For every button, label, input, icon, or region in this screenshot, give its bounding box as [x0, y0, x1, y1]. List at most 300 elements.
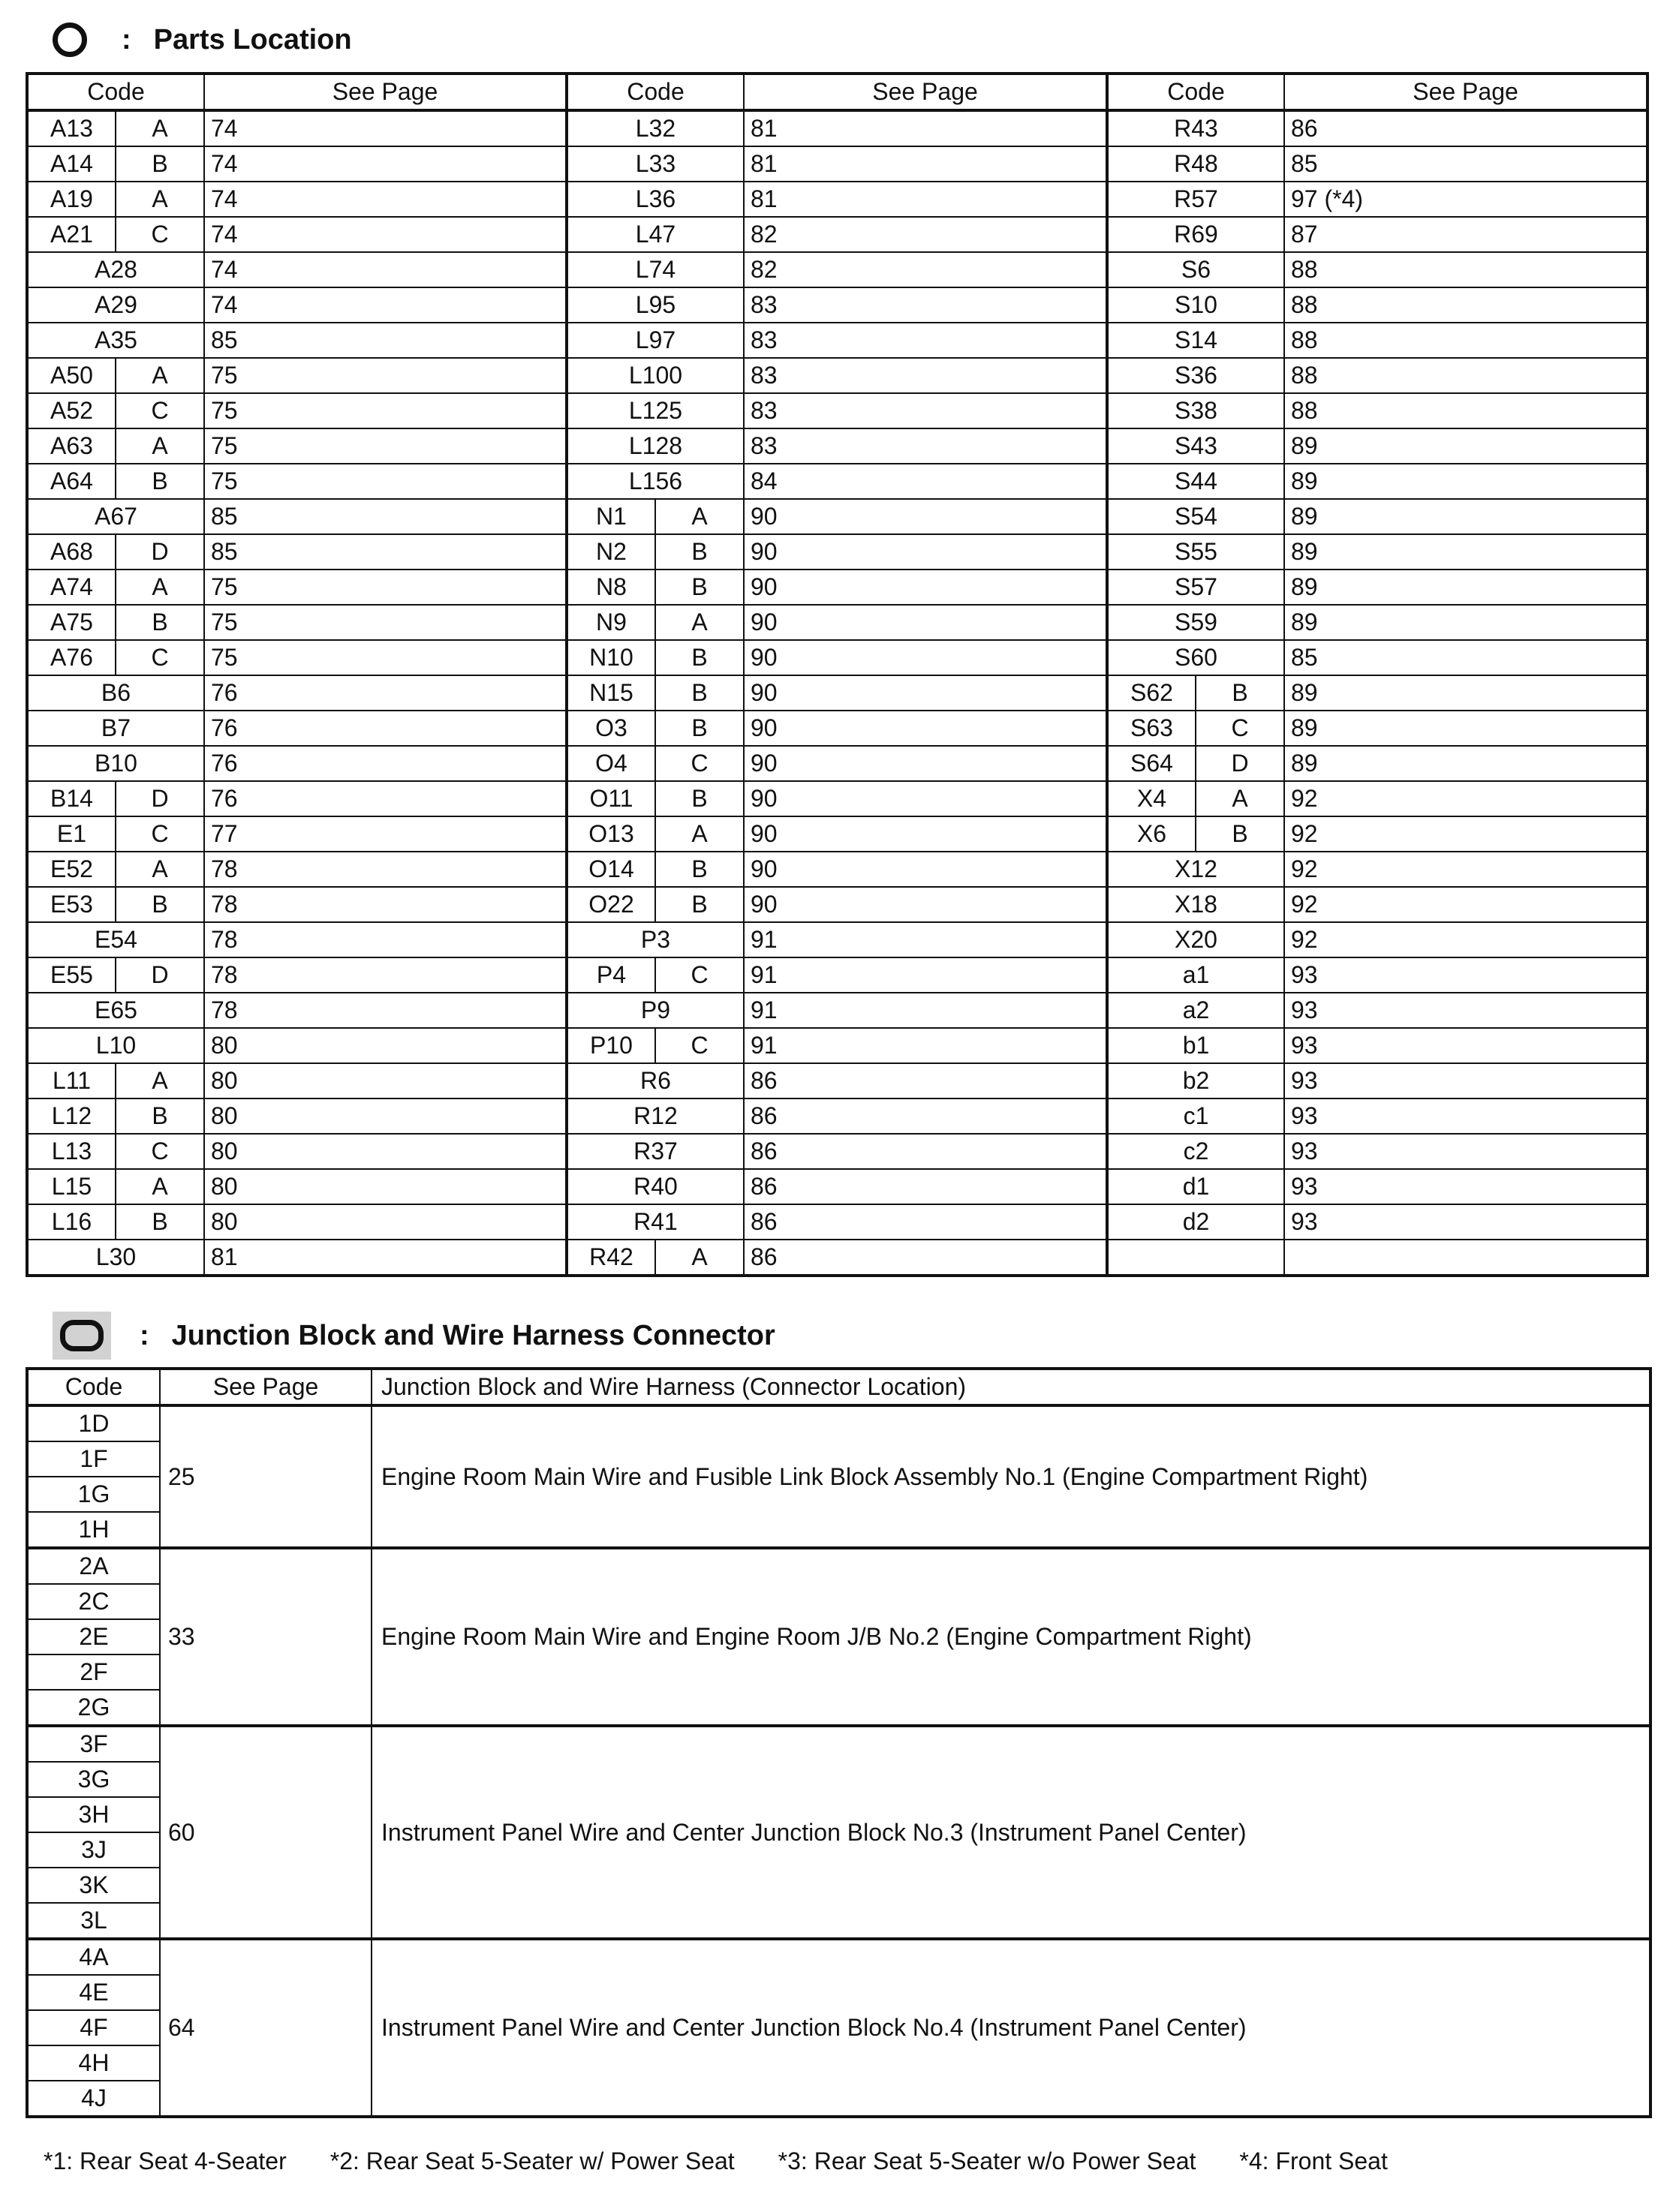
part-see-page: 86	[744, 1240, 1107, 1276]
parts-row	[27, 428, 1647, 464]
junction-block-heading	[53, 1312, 775, 1360]
junction-see-page: 25	[160, 1405, 372, 1548]
part-code: S57	[1107, 570, 1284, 605]
part-see-page: 76	[204, 746, 567, 781]
part-code: L47	[567, 217, 744, 252]
part-see-page: 86	[744, 1098, 1107, 1134]
part-see-page: 93	[1284, 1204, 1647, 1240]
part-connector-letter: B	[116, 887, 204, 922]
part-connector-letter: D	[116, 534, 204, 570]
part-see-page: 88	[1284, 252, 1647, 287]
part-see-page: 75	[204, 640, 567, 675]
part-connector-letter: A	[1196, 781, 1284, 816]
part-code: S36	[1107, 358, 1284, 393]
part-code: c1	[1107, 1098, 1284, 1134]
junction-description: Engine Room Main Wire and Engine Room J/B No.2 (Engine Compartment Right)	[372, 1548, 1650, 1726]
part-code: E53	[27, 887, 116, 922]
part-code: A63	[27, 428, 116, 464]
junction-description: Engine Room Main Wire and Fusible Link Block Assembly No.1 (Engine Compartment Right)	[372, 1405, 1650, 1548]
part-code: X20	[1107, 922, 1284, 957]
part-code: E55	[27, 957, 116, 993]
part-see-page: 90	[744, 711, 1107, 746]
part-connector-letter: B	[655, 711, 744, 746]
part-see-page: 93	[1284, 957, 1647, 993]
part-see-page: 90	[744, 887, 1107, 922]
part-code: b1	[1107, 1028, 1284, 1063]
parts-row	[27, 534, 1647, 570]
part-connector-letter: A	[116, 110, 204, 146]
part-connector-letter: D	[1196, 746, 1284, 781]
parts-row	[27, 675, 1647, 711]
part-code: a2	[1107, 993, 1284, 1028]
part-see-page: 75	[204, 464, 567, 499]
part-see-page: 91	[744, 922, 1107, 957]
part-code: S6	[1107, 252, 1284, 287]
part-see-page: 86	[1284, 110, 1647, 146]
junction-block-colon: :	[140, 1319, 149, 1351]
parts-row	[27, 1098, 1647, 1134]
part-see-page: 92	[1284, 852, 1647, 887]
part-code: O13	[567, 816, 655, 852]
footnotes	[44, 2147, 1431, 2175]
junction-code: 3K	[27, 1868, 160, 1903]
code-header: Code	[567, 74, 744, 110]
part-see-page: 76	[204, 711, 567, 746]
part-code: L11	[27, 1063, 116, 1098]
part-see-page: 90	[744, 640, 1107, 675]
junction-code: 2C	[27, 1584, 160, 1619]
junction-block-table	[26, 1367, 1652, 2118]
part-code: L36	[567, 182, 744, 217]
part-see-page: 81	[744, 110, 1107, 146]
part-code: L97	[567, 323, 744, 358]
part-code: A28	[27, 252, 204, 287]
junction-header-row	[27, 1369, 1650, 1405]
parts-row	[27, 605, 1647, 640]
parts-row	[27, 1240, 1647, 1276]
part-connector-letter: B	[655, 640, 744, 675]
part-see-page: 88	[1284, 287, 1647, 323]
part-code: R12	[567, 1098, 744, 1134]
see-page-header: See Page	[1284, 74, 1647, 110]
part-connector-letter: B	[116, 1204, 204, 1240]
part-see-page: 83	[744, 428, 1107, 464]
junction-code: 4A	[27, 1939, 160, 1975]
part-code: N15	[567, 675, 655, 711]
part-code: c2	[1107, 1134, 1284, 1169]
code-header: Code	[27, 74, 204, 110]
junction-code: 4F	[27, 2010, 160, 2045]
junction-code: 2E	[27, 1619, 160, 1654]
part-connector-letter: B	[655, 887, 744, 922]
part-code: X4	[1107, 781, 1196, 816]
part-code: L33	[567, 146, 744, 182]
part-see-page: 89	[1284, 570, 1647, 605]
part-see-page: 90	[744, 816, 1107, 852]
junction-block-title: Junction Block and Wire Harness Connector	[171, 1319, 775, 1351]
part-see-page: 88	[1284, 393, 1647, 428]
part-see-page: 86	[744, 1169, 1107, 1204]
junction-see-page: 60	[160, 1726, 372, 1939]
part-connector-letter: A	[116, 852, 204, 887]
part-code: L128	[567, 428, 744, 464]
part-see-page: 75	[204, 605, 567, 640]
part-see-page: 89	[1284, 746, 1647, 781]
part-connector-letter: C	[116, 640, 204, 675]
part-code: B7	[27, 711, 204, 746]
junction-row	[27, 1405, 1650, 1441]
junction-row	[27, 1726, 1650, 1762]
part-code: A52	[27, 393, 116, 428]
part-connector-letter: B	[655, 781, 744, 816]
junction-description: Instrument Panel Wire and Center Junction Block No.4 (Instrument Panel Center)	[372, 1939, 1650, 2117]
part-see-page: 87	[1284, 217, 1647, 252]
part-code: S55	[1107, 534, 1284, 570]
part-see-page: 80	[204, 1134, 567, 1169]
part-code: R40	[567, 1169, 744, 1204]
part-connector-letter: B	[116, 464, 204, 499]
parts-row	[27, 182, 1647, 217]
part-connector-letter: B	[1196, 816, 1284, 852]
part-see-page: 76	[204, 675, 567, 711]
part-code: E1	[27, 816, 116, 852]
junction-code: 4H	[27, 2045, 160, 2081]
part-code: O4	[567, 746, 655, 781]
part-connector-letter: D	[116, 781, 204, 816]
part-see-page: 76	[204, 781, 567, 816]
parts-row	[27, 852, 1647, 887]
part-see-page: 78	[204, 957, 567, 993]
part-code: P4	[567, 957, 655, 993]
part-code: P9	[567, 993, 744, 1028]
part-see-page: 92	[1284, 887, 1647, 922]
footnote: *1: Rear Seat 4-Seater	[44, 2147, 287, 2174]
part-see-page: 74	[204, 252, 567, 287]
parts-row	[27, 746, 1647, 781]
part-see-page: 74	[204, 110, 567, 146]
part-see-page: 89	[1284, 534, 1647, 570]
part-code: E54	[27, 922, 204, 957]
part-code: E52	[27, 852, 116, 887]
part-see-page: 89	[1284, 675, 1647, 711]
junction-code-header: Code	[27, 1369, 160, 1405]
part-see-page: 80	[204, 1169, 567, 1204]
part-see-page: 90	[744, 852, 1107, 887]
part-code: L95	[567, 287, 744, 323]
part-see-page: 75	[204, 428, 567, 464]
part-code: A13	[27, 110, 116, 146]
part-see-page	[1284, 1240, 1647, 1276]
junction-row	[27, 1548, 1650, 1584]
part-code: L15	[27, 1169, 116, 1204]
part-code: O14	[567, 852, 655, 887]
part-code: X12	[1107, 852, 1284, 887]
part-see-page: 91	[744, 993, 1107, 1028]
part-see-page: 89	[1284, 428, 1647, 464]
part-see-page: 80	[204, 1204, 567, 1240]
part-code: R42	[567, 1240, 655, 1276]
part-connector-letter: A	[116, 570, 204, 605]
part-code: E65	[27, 993, 204, 1028]
junction-code: 3H	[27, 1797, 160, 1832]
part-connector-letter: A	[116, 1063, 204, 1098]
part-see-page: 90	[744, 570, 1107, 605]
part-code: R41	[567, 1204, 744, 1240]
parts-location-title: Parts Location	[153, 23, 352, 56]
part-see-page: 88	[1284, 358, 1647, 393]
part-connector-letter: C	[116, 217, 204, 252]
part-see-page: 75	[204, 358, 567, 393]
junction-see-page: 33	[160, 1548, 372, 1726]
footnote: *4: Front Seat	[1239, 2147, 1388, 2174]
part-connector-letter: B	[655, 534, 744, 570]
part-see-page: 84	[744, 464, 1107, 499]
part-connector-letter: A	[655, 605, 744, 640]
code-header: Code	[1107, 74, 1284, 110]
part-see-page: 90	[744, 746, 1107, 781]
junction-code: 3G	[27, 1762, 160, 1797]
part-see-page: 85	[204, 534, 567, 570]
part-code: L125	[567, 393, 744, 428]
part-code: N8	[567, 570, 655, 605]
part-see-page: 97 (*4)	[1284, 182, 1647, 217]
junction-see-page-header: See Page	[160, 1369, 372, 1405]
junction-code: 2G	[27, 1690, 160, 1726]
junction-code: 2A	[27, 1548, 160, 1584]
part-see-page: 92	[1284, 816, 1647, 852]
part-see-page: 85	[204, 499, 567, 534]
part-code: R48	[1107, 146, 1284, 182]
parts-row	[27, 816, 1647, 852]
part-code: L30	[27, 1240, 204, 1276]
junction-row	[27, 1939, 1650, 1975]
part-see-page: 93	[1284, 1134, 1647, 1169]
junction-see-page: 64	[160, 1939, 372, 2117]
part-see-page: 89	[1284, 605, 1647, 640]
part-see-page: 74	[204, 146, 567, 182]
parts-row	[27, 146, 1647, 182]
part-code: S14	[1107, 323, 1284, 358]
junction-symbol-background	[53, 1312, 111, 1360]
junction-code: 2F	[27, 1654, 160, 1690]
part-connector-letter: C	[655, 746, 744, 781]
part-see-page: 82	[744, 217, 1107, 252]
part-see-page: 83	[744, 323, 1107, 358]
part-connector-letter: C	[116, 393, 204, 428]
part-code: L10	[27, 1028, 204, 1063]
part-see-page: 85	[1284, 146, 1647, 182]
junction-code: 1H	[27, 1512, 160, 1548]
part-see-page: 90	[744, 499, 1107, 534]
part-code: S44	[1107, 464, 1284, 499]
part-see-page: 91	[744, 1028, 1107, 1063]
parts-row	[27, 323, 1647, 358]
junction-description-header: Junction Block and Wire Harness (Connector Location)	[372, 1369, 1650, 1405]
part-code: S43	[1107, 428, 1284, 464]
part-code: N1	[567, 499, 655, 534]
see-page-header: See Page	[204, 74, 567, 110]
part-code: P10	[567, 1028, 655, 1063]
part-code: R43	[1107, 110, 1284, 146]
parts-row	[27, 1134, 1647, 1169]
part-code: A19	[27, 182, 116, 217]
parts-row	[27, 781, 1647, 816]
part-connector-letter: A	[655, 499, 744, 534]
part-see-page: 91	[744, 957, 1107, 993]
part-code: S62	[1107, 675, 1196, 711]
part-connector-letter: C	[116, 816, 204, 852]
junction-code: 4E	[27, 1975, 160, 2010]
parts-row	[27, 464, 1647, 499]
part-code: P3	[567, 922, 744, 957]
parts-row	[27, 1169, 1647, 1204]
part-code: S64	[1107, 746, 1196, 781]
part-code: d2	[1107, 1204, 1284, 1240]
part-see-page: 81	[744, 182, 1107, 217]
part-code: A75	[27, 605, 116, 640]
part-code: A67	[27, 499, 204, 534]
part-see-page: 92	[1284, 922, 1647, 957]
part-code: N9	[567, 605, 655, 640]
parts-row	[27, 358, 1647, 393]
part-connector-letter: B	[1196, 675, 1284, 711]
part-connector-letter: C	[1196, 711, 1284, 746]
part-code: S63	[1107, 711, 1196, 746]
part-see-page: 74	[204, 182, 567, 217]
part-code: A29	[27, 287, 204, 323]
parts-row	[27, 499, 1647, 534]
footnote: *2: Rear Seat 5-Seater w/ Power Seat	[329, 2147, 735, 2174]
part-connector-letter: D	[116, 957, 204, 993]
part-connector-letter: C	[116, 1134, 204, 1169]
part-connector-letter: B	[116, 1098, 204, 1134]
parts-row	[27, 640, 1647, 675]
part-see-page: 81	[204, 1240, 567, 1276]
parts-row	[27, 110, 1647, 146]
part-code: d1	[1107, 1169, 1284, 1204]
part-connector-letter: A	[116, 1169, 204, 1204]
part-see-page: 86	[744, 1063, 1107, 1098]
part-see-page: 90	[744, 675, 1107, 711]
part-code: O11	[567, 781, 655, 816]
part-see-page: 86	[744, 1204, 1107, 1240]
part-see-page: 83	[744, 358, 1107, 393]
part-code: L13	[27, 1134, 116, 1169]
part-connector-letter: B	[655, 570, 744, 605]
part-code: S54	[1107, 499, 1284, 534]
part-see-page: 90	[744, 781, 1107, 816]
parts-row	[27, 217, 1647, 252]
part-code: O3	[567, 711, 655, 746]
part-code: R6	[567, 1063, 744, 1098]
part-see-page: 80	[204, 1028, 567, 1063]
part-code: S10	[1107, 287, 1284, 323]
part-connector-letter: B	[116, 146, 204, 182]
part-see-page: 93	[1284, 1063, 1647, 1098]
part-code: A35	[27, 323, 204, 358]
junction-code: 3J	[27, 1832, 160, 1868]
part-see-page: 78	[204, 993, 567, 1028]
part-code: X18	[1107, 887, 1284, 922]
part-see-page: 89	[1284, 711, 1647, 746]
part-connector-letter: A	[116, 428, 204, 464]
part-code: L74	[567, 252, 744, 287]
part-code: L32	[567, 110, 744, 146]
part-see-page: 85	[1284, 640, 1647, 675]
part-code: L100	[567, 358, 744, 393]
part-code: A64	[27, 464, 116, 499]
parts-row	[27, 922, 1647, 957]
part-see-page: 82	[744, 252, 1107, 287]
parts-row	[27, 287, 1647, 323]
parts-location-table	[26, 72, 1649, 1277]
junction-code: 1G	[27, 1477, 160, 1512]
part-see-page: 89	[1284, 464, 1647, 499]
part-code: B14	[27, 781, 116, 816]
part-see-page: 93	[1284, 993, 1647, 1028]
part-code: S59	[1107, 605, 1284, 640]
part-see-page: 93	[1284, 1169, 1647, 1204]
part-see-page: 77	[204, 816, 567, 852]
part-code: L156	[567, 464, 744, 499]
parts-row	[27, 252, 1647, 287]
part-code: A50	[27, 358, 116, 393]
part-see-page: 81	[744, 146, 1107, 182]
part-connector-letter: B	[655, 675, 744, 711]
parts-location-colon: :	[122, 23, 131, 56]
part-see-page: 89	[1284, 499, 1647, 534]
part-connector-letter: C	[655, 957, 744, 993]
part-connector-letter: A	[655, 1240, 744, 1276]
part-connector-letter: B	[655, 852, 744, 887]
circle-connector-icon	[53, 23, 87, 57]
part-code: A76	[27, 640, 116, 675]
junction-code: 3L	[27, 1903, 160, 1939]
part-connector-letter: A	[116, 358, 204, 393]
part-code: N2	[567, 534, 655, 570]
part-see-page: 80	[204, 1063, 567, 1098]
part-connector-letter: A	[116, 182, 204, 217]
part-code: O22	[567, 887, 655, 922]
see-page-header: See Page	[744, 74, 1107, 110]
part-see-page: 86	[744, 1134, 1107, 1169]
part-see-page: 74	[204, 287, 567, 323]
part-see-page: 93	[1284, 1028, 1647, 1063]
part-code: B6	[27, 675, 204, 711]
junction-code: 4J	[27, 2081, 160, 2117]
parts-row	[27, 570, 1647, 605]
part-code: X6	[1107, 816, 1196, 852]
part-code: a1	[1107, 957, 1284, 993]
parts-row	[27, 887, 1647, 922]
part-connector-letter: B	[116, 605, 204, 640]
part-code: A74	[27, 570, 116, 605]
part-see-page: 75	[204, 570, 567, 605]
footnote: *3: Rear Seat 5-Seater w/o Power Seat	[778, 2147, 1196, 2174]
part-code: A14	[27, 146, 116, 182]
part-see-page: 90	[744, 534, 1107, 570]
parts-row	[27, 711, 1647, 746]
part-code	[1107, 1240, 1284, 1276]
part-see-page: 80	[204, 1098, 567, 1134]
part-connector-letter: C	[655, 1028, 744, 1063]
parts-row	[27, 1028, 1647, 1063]
parts-row	[27, 1204, 1647, 1240]
part-code: A68	[27, 534, 116, 570]
part-code: R69	[1107, 217, 1284, 252]
part-code: S38	[1107, 393, 1284, 428]
part-code: R57	[1107, 182, 1284, 217]
